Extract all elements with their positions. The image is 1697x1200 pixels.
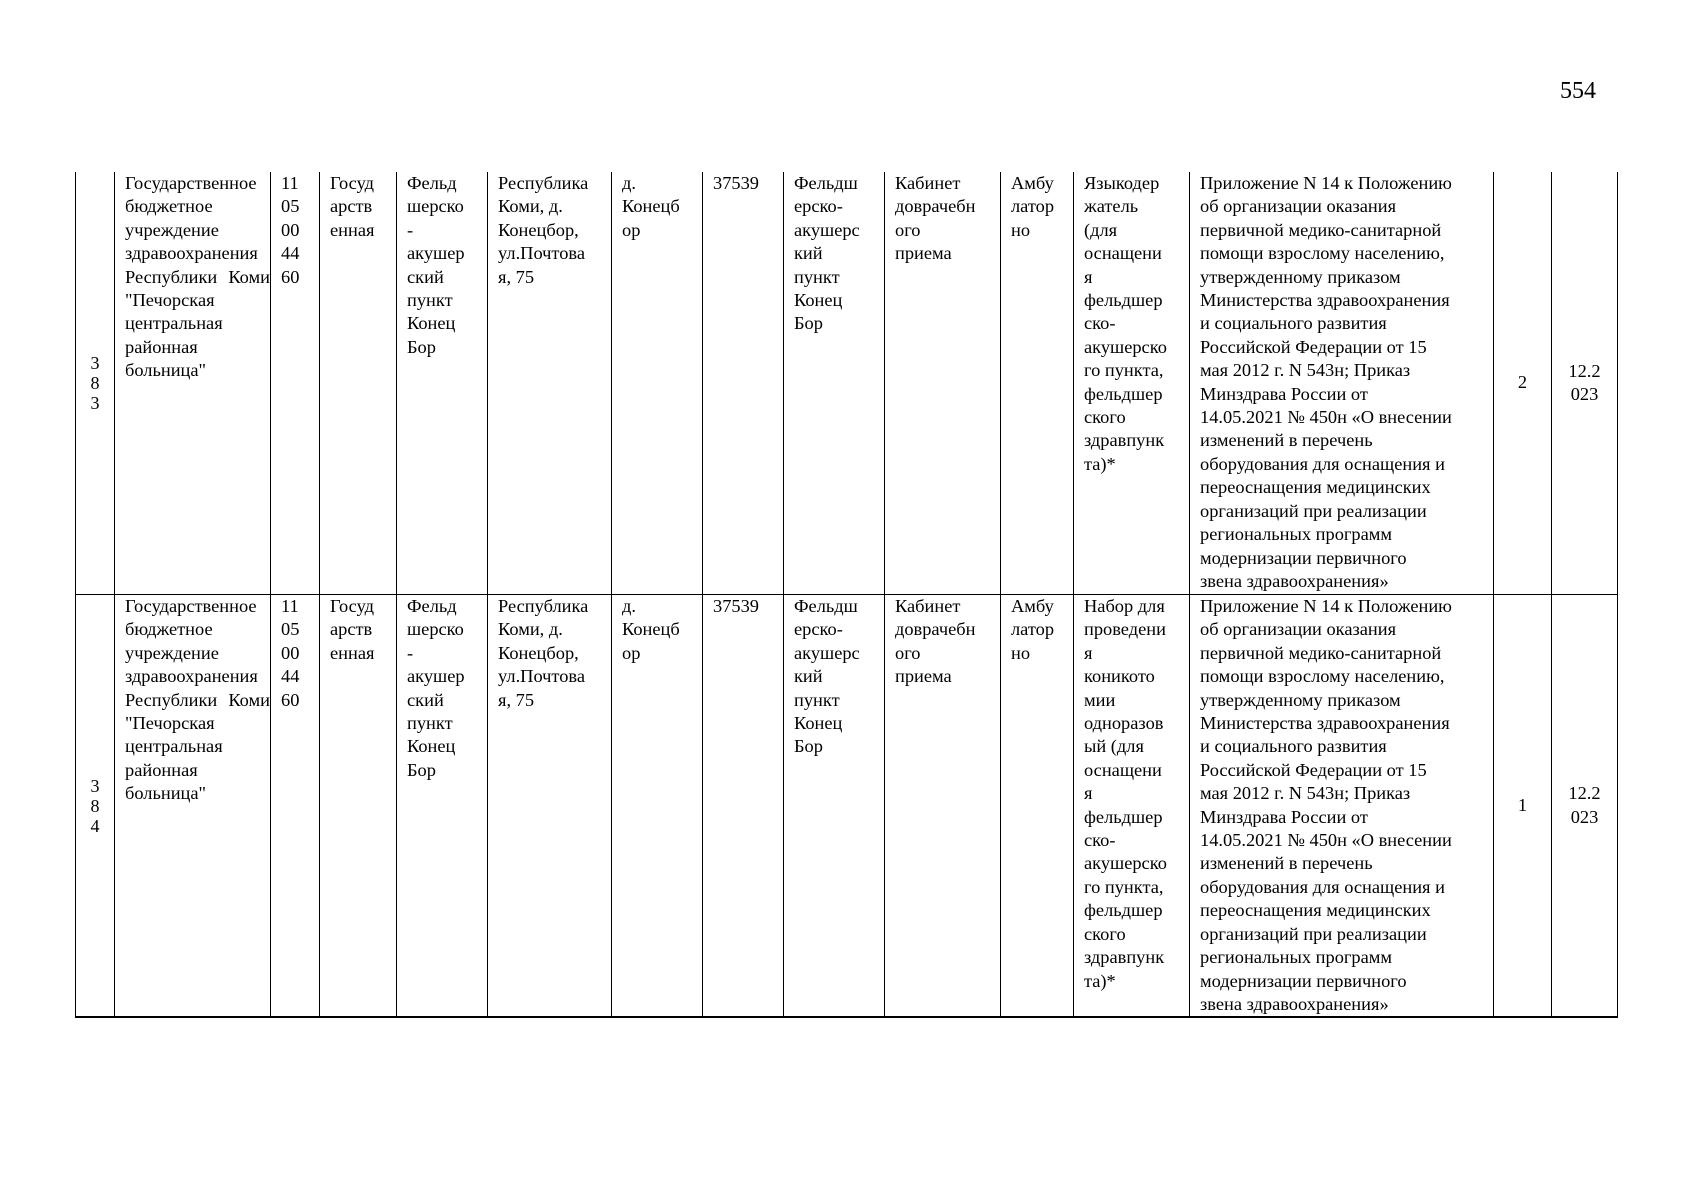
organization-cell: Государственное бюджетное учреждение здравоохранения Республики Коми "Печорская центральная районная больница" bbox=[115, 172, 271, 595]
organization-cell: Государственное бюджетное учреждение здравоохранения Республики Коми "Печорская центральная районная больница" bbox=[115, 595, 271, 1018]
table-row bbox=[76, 595, 1618, 1018]
care-form-cell: Амбу латор но bbox=[1001, 172, 1074, 595]
basis-cell: Приложение N 14 к Положению об организации оказания первичной медико-санитарной помощи взрослому населению, утвержденному приказом Министерства здравоохранения и социального развития Российской Федерации от 15 мая 2012 г. N 543н; Приказ Минздрава России от 14.05.2021 № 450н «О внесении изменений в перечень оборудования для оснащения и переоснащения медицинских организаций при реализации региональных программ модернизации первичного звена здравоохранения» bbox=[1190, 595, 1494, 1018]
basis-cell: Приложение N 14 к Положению об организации оказания первичной медико-санитарной помощи взрослому населению, утвержденному приказом Министерства здравоохранения и социального развития Российской Федерации от 15 мая 2012 г. N 543н; Приказ Минздрава России от 14.05.2021 № 450н «О внесении изменений в перечень оборудования для оснащения и переоснащения медицинских организаций при реализации региональных программ модернизации первичного звена здравоохранения» bbox=[1190, 172, 1494, 595]
equipment-cell: Языкодер жатель (для оснащени я фельдшер ско- акушерско го пункта, фельдшер ского здравпунк та)* bbox=[1074, 172, 1190, 595]
quantity-cell: 2 bbox=[1494, 172, 1552, 595]
code-cell: 11 05 00 44 60 bbox=[271, 172, 320, 595]
cabinet-cell: Кабинет доврачебн ого приема bbox=[885, 595, 1001, 1018]
oktmo-cell: 37539 bbox=[703, 595, 784, 1018]
row-number-cell: 3 8 3 bbox=[76, 172, 115, 595]
ownership-cell: Госуд арств енная bbox=[320, 172, 397, 595]
page-number: 554 bbox=[1560, 78, 1596, 104]
locality-cell: д. Конецб ор bbox=[612, 595, 703, 1018]
equipment-cell: Набор для проведени я коникото мии одноразов ый (для оснащени я фельдшер ско- акушерско го пункта, фельдшер ского здравпунк та)* bbox=[1074, 595, 1190, 1018]
oktmo-cell: 37539 bbox=[703, 172, 784, 595]
address-cell: Республика Коми, д. Конецбор, ул.Почтова я, 75 bbox=[488, 172, 612, 595]
subdivision-cell: Фельд шерско - акушер ский пункт Конец Бор bbox=[397, 172, 488, 595]
table-row bbox=[76, 172, 1618, 595]
locality-cell: д. Конецб ор bbox=[612, 172, 703, 595]
code-cell: 11 05 00 44 60 bbox=[271, 595, 320, 1018]
care-form-cell: Амбу латор но bbox=[1001, 595, 1074, 1018]
date-cell: 12.2 023 bbox=[1552, 595, 1618, 1018]
unit-type-cell: Фельдш ерско- акушерс кий пункт Конец Бор bbox=[784, 172, 885, 595]
equipment-table bbox=[75, 172, 1618, 1018]
subdivision-cell: Фельд шерско - акушер ский пункт Конец Бор bbox=[397, 595, 488, 1018]
cabinet-cell: Кабинет доврачебн ого приема bbox=[885, 172, 1001, 595]
row-number-cell: 3 8 4 bbox=[76, 595, 115, 1018]
unit-type-cell: Фельдш ерско- акушерс кий пункт Конец Бор bbox=[784, 595, 885, 1018]
ownership-cell: Госуд арств енная bbox=[320, 595, 397, 1018]
address-cell: Республика Коми, д. Конецбор, ул.Почтова я, 75 bbox=[488, 595, 612, 1018]
quantity-cell: 1 bbox=[1494, 595, 1552, 1018]
date-cell: 12.2 023 bbox=[1552, 172, 1618, 595]
